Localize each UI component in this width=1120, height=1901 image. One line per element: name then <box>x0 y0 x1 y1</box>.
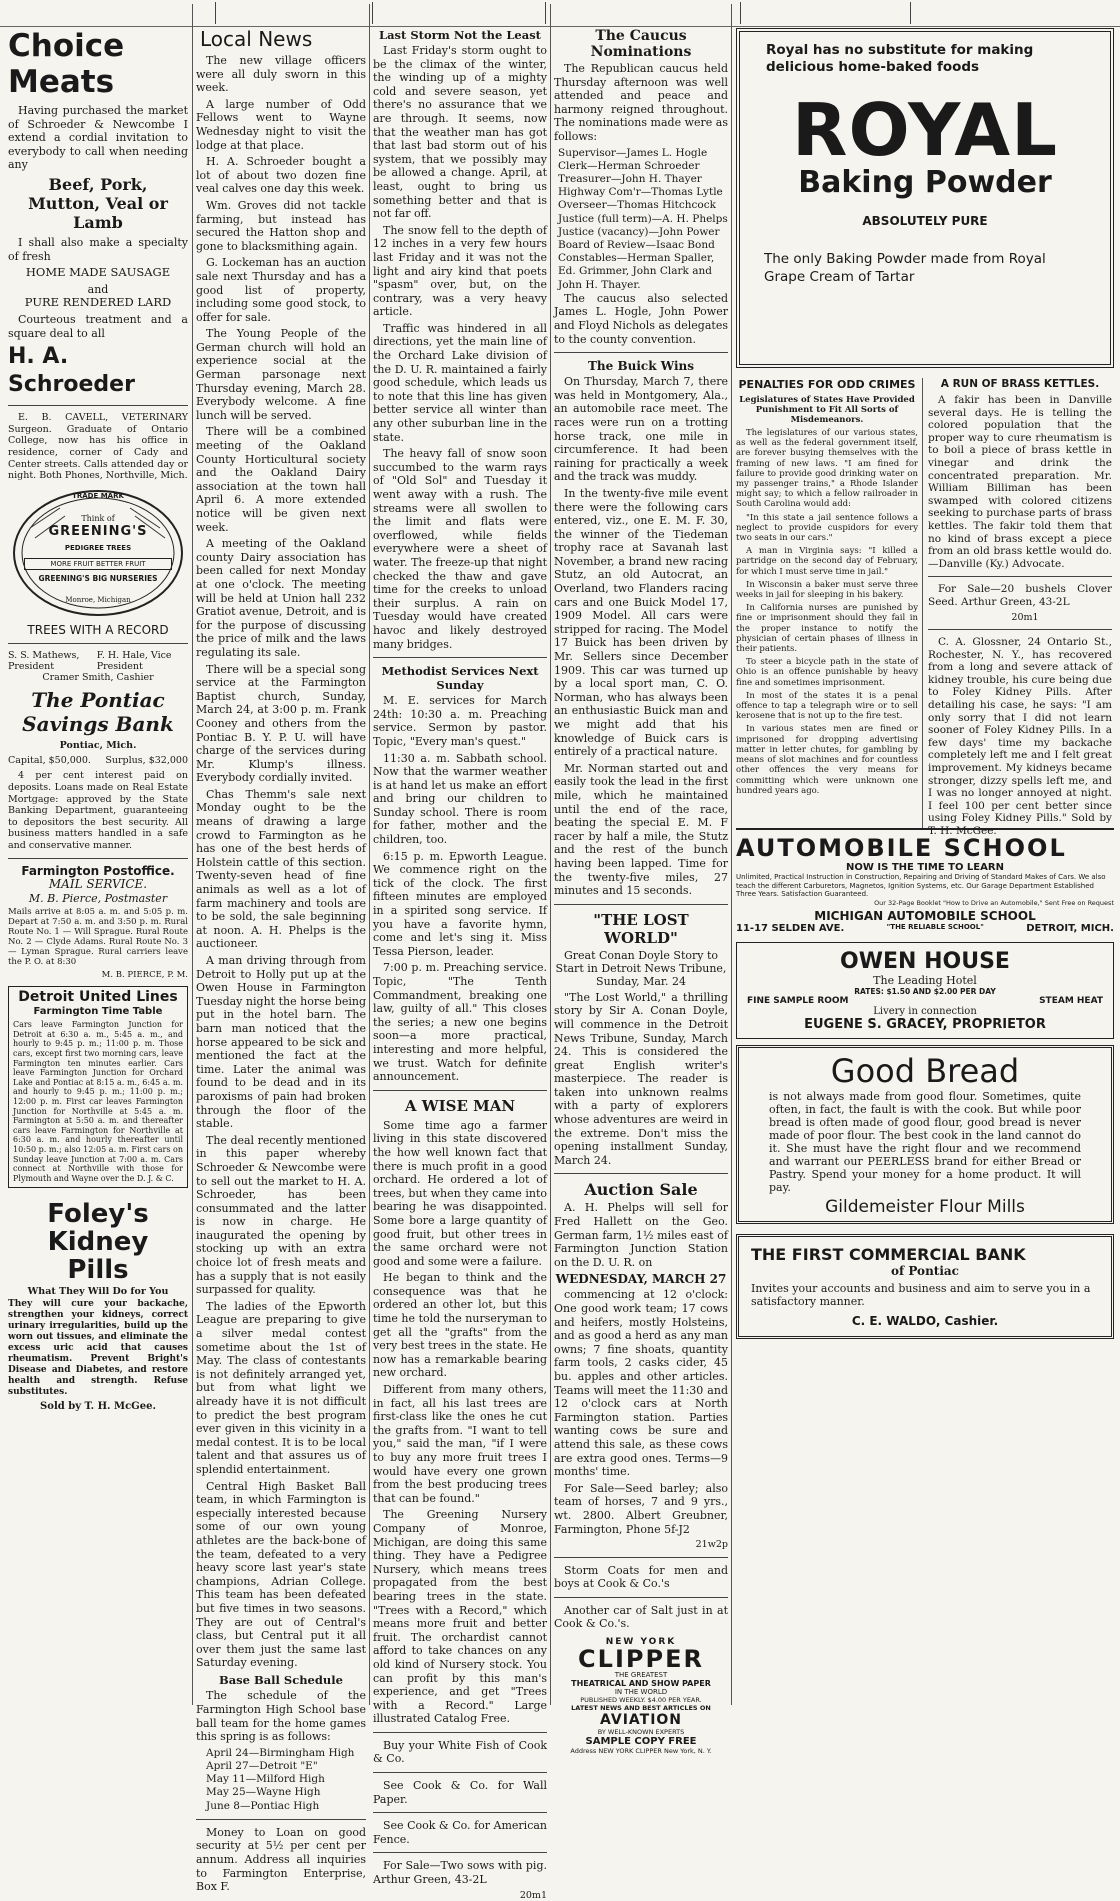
nomination: Justice (vacancy)—John Power <box>558 225 720 238</box>
buick-title: The Buick Wins <box>588 359 694 374</box>
greening-location: Monroe, Michigan <box>65 595 131 604</box>
column-rule <box>192 4 193 1705</box>
top-tick <box>740 2 741 24</box>
nomination: Clerk—Herman Schroeder <box>558 159 700 172</box>
divider <box>554 1597 728 1598</box>
baseball-game: April 27—Detroit "E" <box>206 1760 318 1773</box>
news-item: There will be a combined meeting of the Oakland County Horticultural society and the Oakland Dairy association at the town hall April 6. A more extended notice will be given next week. <box>196 425 366 534</box>
divider <box>373 1772 547 1773</box>
auto-title: AUTOMOBILE SCHOOL <box>736 834 1067 862</box>
postoffice-title: Farmington Postoffice. <box>21 863 175 878</box>
methodist-para: M. E. services for March 24th: 10:30 a. m. Preaching service. Sermon by pastor. Topic, "Every man's quest." <box>373 694 547 748</box>
nomination: Highway Com'r—Thomas Lytle <box>558 186 723 199</box>
bank-terms: 4 per cent interest paid on deposits. Loans made on Real Estate Mortgage: approved by the State Banking Department, guaranteeing to depositors the best security. All business matters handled in a safe and conservative manner. <box>8 770 188 852</box>
owen-livery: Livery in connection <box>873 1005 977 1017</box>
commercial-bank-ad <box>736 1234 1114 1339</box>
bank-vice-president: F. H. Hale, Vice President <box>96 650 172 673</box>
column-3 <box>373 28 547 1901</box>
dul-subtitle: Farmington Time Table <box>33 1005 163 1017</box>
brass-title: A RUN OF BRASS KETTLES. <box>940 378 1100 390</box>
clipper-world: IN THE WORLD <box>614 1688 668 1697</box>
methodist-title: Methodist Services Next Sunday <box>381 664 539 693</box>
clipper-experts: BY WELL-KNOWN EXPERTS <box>597 1728 685 1737</box>
whitefish-ad: Buy your White Fish of Cook & Co. <box>373 1738 547 1766</box>
auto-address: 11-17 SELDEN AVE. <box>736 922 845 934</box>
news-item: H. A. Schroeder bought a lot of about two dozen fine veal calves one day this week. <box>196 155 366 196</box>
divider <box>373 1090 547 1091</box>
top-tick <box>215 2 216 24</box>
courteous-text: Courteous treatment and a square deal to all <box>8 312 188 340</box>
greening-fruit: MORE FRUIT BETTER FRUIT <box>24 558 172 570</box>
storm-para: Last Friday's storm ought to be the climax of the winter, the winding up of a mighty cold and severe season, yet there's no assurance that we are through. It seems, now that the weather man has got that last bad storm out of his system, that we possibly may be allowed a change. April, at least, ought to bring us something better and that is not far off. <box>373 44 547 221</box>
column-5 <box>736 28 1114 1701</box>
caucus-delegates: The caucus also selected James L. Hogle, John Power and Floyd Nichols as delegates to the county convention. <box>554 291 728 346</box>
auction-title: Auction Sale <box>584 1180 698 1200</box>
nomination: Constables—Herman Spaller, Ed. Grimmer, John Clark and John H. Thayer. <box>558 252 715 291</box>
clover-ad: For Sale—20 bushels Clover Seed. Arthur Green, 43-2L <box>928 583 1112 608</box>
lost-world-text: "The Lost World," a thrilling story by Sir A. Conan Doyle, will commence in the Detroit News Tribune, Sunday, March 24. This is considered the great English writer's masterpiece. The reader is taken into unknown realms with a party of explorers whose adventures are weird in the extreme. Don't miss the opening installment Sunday, March 24. <box>554 990 728 1167</box>
fence-ad: See Cook & Co. for American Fence. <box>373 1819 547 1846</box>
baseball-game: May 25—Wayne High <box>206 1786 321 1799</box>
news-item: G. Lockeman has an auction sale next Thursday and has a good list of property, including some good stock, to offer for sale. <box>196 256 366 324</box>
buick-para: In the twenty-five mile event there were the following cars entered, viz., one E. M. F. 30, the winner of the Tiedeman trophy race at Savanah last November, a brand new racing Stutz, an old Autocrat, an Overland, two Flanders racing cars and one Buick Model 17, 1909 Model. All cars were stripped for racing. The Model 17 Buick has been driven by Mr. Sellers since December 1909. This car was turned up by a local sport man, C. O. Norman, who has always been an enthusiastic Buick man and we might add that his knowledge of Buick cars is entirely of a practical nature. <box>554 486 728 759</box>
bank-capital: Capital, $50,000. <box>8 755 91 767</box>
column-rule <box>922 378 923 828</box>
owen-title: OWEN HOUSE <box>840 948 1010 974</box>
choice-meats-title: Choice Meats <box>8 28 125 100</box>
divider <box>373 657 547 658</box>
automobile-school-ad <box>736 828 1114 934</box>
money-to-loan: Money to Loan on good security at 5½ per cent per annum. Address all inquiries to Farmington Enterprise, Box F. <box>196 1825 366 1894</box>
penalties-para: In various states men are fined or imprisoned for dropping advertising matter in letter chutes, for gambling by means of slot machines and for countless other offences the very means for committing which were unknown one hundred years ago. <box>736 724 918 796</box>
divider <box>373 1852 547 1853</box>
meats-list: Beef, Pork, Mutton, Veal or Lamb <box>28 174 168 232</box>
good-bread-ad <box>736 1045 1114 1224</box>
storm-title: Last Storm Not the Least <box>379 28 541 42</box>
top-tick <box>545 2 546 24</box>
owen-subtitle: The Leading Hotel <box>873 973 977 987</box>
divider <box>196 1819 366 1820</box>
greening-trademark: TRADE MARK <box>72 491 124 500</box>
royal-baking-powder-ad <box>736 28 1114 368</box>
divider <box>8 858 188 859</box>
owen-proprietor: EUGENE S. GRACEY, PROPRIETOR <box>804 1016 1046 1032</box>
column-4 <box>554 28 728 1756</box>
column-rule <box>550 4 551 1705</box>
lost-world-title: "THE LOST WORLD" <box>593 910 689 947</box>
news-item: Wm. Groves did not tackle farming, but instead has secured the Hatton shop and gone to blacksmithing again. <box>196 198 366 253</box>
forsale-sows: For Sale—Two sows with pig. Arthur Green, 43-2L <box>373 1859 547 1887</box>
greening-pedigree: PEDIGREE TREES <box>64 543 132 552</box>
specialty-text: I shall also make a specialty of fresh <box>8 235 188 263</box>
storm-coats-ad: Storm Coats for men and boys at Cook & Co.'s <box>554 1563 728 1591</box>
caucus-intro: The Republican caucus held Thursday afternoon was well attended and peace and harmony reigned throughout. The nominations made were as follows: <box>554 62 728 143</box>
dul-timetable <box>8 986 188 1188</box>
clipper-top: NEW YORK <box>605 1637 677 1648</box>
royal-logo: ROYAL <box>792 88 1058 172</box>
penalties-para: The legislatures of our various states, as well as the federal government itself, are forever busying themselves with the framing of new laws. "I am fined for failure to provide good drinking water on my passenger trains," a Rhode Islander might say; to which a fellow railroader in South Carolina would add: <box>736 428 918 510</box>
divider <box>928 629 1112 630</box>
clipper-sample: SAMPLE COPY FREE <box>585 1736 697 1748</box>
pontiac-bank-name: The Pontiac Savings Bank <box>22 687 174 736</box>
news-item: A large number of Odd Fellows went to Wayne Wednesday night to visit the lodge at that place. <box>196 97 366 152</box>
local-news-heading: Local News <box>200 27 313 51</box>
penalties-para: In most of the states it is a penal offence to tap a telegraph wire or to sell kerosene that is not up to the fire test. <box>736 690 918 722</box>
lard-label: PURE RENDERED LARD <box>24 295 172 310</box>
divider <box>928 576 1112 577</box>
news-item: The Young People of the German church will hold an experience social at the German parsonage next Thursday evening, March 28. Everybody welcome. A fine lunch will be served. <box>196 327 366 422</box>
baseball-intro: The schedule of the Farmington High School base ball team for the home games this spring is as follows: <box>196 1689 366 1744</box>
page-top-border <box>0 0 1120 27</box>
divider <box>554 1173 728 1174</box>
foley-text: They will cure your backache, strengthen your kidneys, correct urinary irregularities, build up the worn out tissues, and eliminate the excess uric acid that causes rheumatism. Prevent Bright's Disease and Diabetes, and restore health and strength. Refuse substitutes. <box>8 1299 188 1398</box>
buick-para: On Thursday, March 7, there was held in Montgomery, Ala., an automobile race meet. The races were run on a trotting horse track, one mile in circumference. It had been raining for practically a week and the track was muddy. <box>554 375 728 484</box>
column-1 <box>8 28 188 1701</box>
column-5-split <box>736 378 1114 837</box>
storm-para: The snow fell to the depth of 12 inches in a very few hours last Friday and it was not the light and airy kind that poets "spasm" over, but, on the contrary, was a very heavy article. <box>373 223 547 319</box>
clipper-paper: THEATRICAL AND SHOW PAPER <box>571 1679 711 1689</box>
penalties-para: A man in Virginia says: "I killed a partridge on the second day of February, for which I must serve time in jail." <box>736 546 918 577</box>
postoffice-signature: M. B. PIERCE, P. M. <box>101 970 188 981</box>
penalties-para: In Wisconsin a baker must serve three weeks in jail for sleeping in his bakery. <box>736 579 918 601</box>
divider <box>8 643 188 644</box>
penalties-title: PENALTIES FOR ODD CRIMES <box>738 378 916 391</box>
foley-title-3: Pills <box>67 1255 129 1286</box>
column-2 <box>196 27 366 1894</box>
royal-tagline: Royal has no substitute for making delicious home-baked foods <box>766 42 1034 75</box>
salt-ad: Another car of Salt just in at Cook & Co.'s. <box>554 1603 728 1631</box>
auto-booklet: Our 32-Page Booklet "How to Drive an Automobile," Sent Free on Request <box>874 898 1114 907</box>
royal-product: Baking Powder <box>798 165 1052 200</box>
nomination: Treasurer—John H. Thayer <box>558 172 702 185</box>
column-rule <box>731 4 732 1705</box>
divider <box>554 904 728 905</box>
foley-subtitle: What They Will Do for You <box>27 1286 169 1298</box>
baseball-game: April 24—Birmingham High <box>206 1746 355 1759</box>
dul-schedule: Cars leave Farmington Junction for Detroit at 6:30 a. m., 5:45 a. m., and hourly to 9:45 p. m.; 11:00 p. m. Those cars, except first two morning cars, leave Farmington ten minutes earlier. Cars leave Farmington Junction for Orchard Lake and Pontiac at 8:15 a. m., 6:45 a. m. and hourly to 9:45 p. m.; 11:00 p. m.; 12:00 p. m. First car leaves Farmington Junction for Northville at 5:45 a. m. Farmington at 5:50 a. m. and thereafter cars leave Farmington for Northville at 6:30 a. m. and hourly thereafter until 10:50 p. m.; also 12:05 a. m. First cars on Sunday leave Junction at 7:00 a. m. Cars connect at Northville with those for Plymouth and Wayne over the D. J. & C. <box>13 1020 183 1183</box>
commercial-bank-title: THE FIRST COMMERCIAL BANK <box>751 1244 1026 1264</box>
schroeder-signature: H. A. Schroeder <box>8 344 135 398</box>
local-news-body <box>196 54 366 1670</box>
storm-para: Traffic was hindered in all directions, yet the main line of the Orchard Lake division of the D. U. R. maintained a fairly good schedule, which leads us to note that this line has given better service all winter than any other suburban line in the state. <box>373 321 547 444</box>
bread-mill: Gildemeister Flour Mills <box>825 1196 1025 1217</box>
greening-record: TREES WITH A RECORD <box>27 622 169 637</box>
news-item: A meeting of the Oakland county Dairy association has been called for next Monday at one o'clock. The meeting will be held at Union hall 232 Gratiot avenue, Detroit, and is for the purpose of discussing the price of milk and the laws regulating its sale. <box>196 537 366 659</box>
auto-text: Unlimited, Practical Instruction in Construction, Repairing and Driving of Standard Makes of Cars. We also teach the different Carburetors, Magnetos, Ignition Systems, etc. Our Garage Department Established Three Years. Satisfaction Guaranteed. <box>736 873 1106 898</box>
bank-president: S. S. Mathews, President <box>8 650 80 673</box>
news-item: The deal recently mentioned in this paper whereby Schroeder & Newcombe were to sell out the market to H. A. Schroeder, has been consummated and the latter is now in charge. He inaugurated the opening by stocking up with an extra choice lot of fresh meats and has a supply that is not easily surpassed for quality. <box>196 1133 366 1297</box>
nomination: Supervisor—James L. Hogle <box>558 146 708 159</box>
choice-meats-text: Having purchased the market of Schroeder & Newcombe I extend a cordial invitation to everybody to call when needing any <box>8 104 188 172</box>
nomination: Justice (full term)—A. H. Phelps <box>558 212 728 225</box>
bank-surplus: Surplus, $32,000 <box>105 755 188 767</box>
commercial-bank-of: of Pontiac <box>891 1263 959 1278</box>
news-item: Chas Themm's sale next Monday ought to be the means of drawing a large crowd to Farmington as he has one of the best herds of Holstein cattle of this section. Twenty-seven head of fine animals as well as a lot of farm machinery and tools are to be sold, the sale beginning at noon. A. H. Phelps is the auctioneer. <box>196 787 366 951</box>
nomination: Overseer—Thomas Hitchcock <box>558 199 716 212</box>
wise-para: Some time ago a farmer living in this state discovered the how well known fact that there is much profit in a good orchard. He ordered a lot of trees, but when they came into bearing he was disappointed. Some bore a large quantity of good fruit, but other trees in the same orchard were not good and some were a failure. <box>373 1118 547 1268</box>
column-rule <box>369 4 370 1705</box>
clipper-address: Address NEW YORK CLIPPER New York, N. Y. <box>570 1747 712 1756</box>
wise-man-title: A WISE MAN <box>404 1096 516 1115</box>
greening-big: GREENING'S BIG NURSERIES <box>38 573 158 583</box>
clipper-name: CLIPPER <box>578 1645 704 1674</box>
baseball-title: Base Ball Schedule <box>219 1672 343 1687</box>
dul-title: Detroit United Lines <box>18 989 178 1005</box>
forsale-barley-code: 21w2p <box>695 1539 728 1551</box>
clipper-aviation: AVIATION <box>599 1712 683 1729</box>
news-item: The new village officers were all duly sworn in this week. <box>196 54 366 95</box>
methodist-para: 7:00 p. m. Preaching service. Topic, "The Tenth Commandment, breaking one law, guilty of all." This closes the series; a new one begins soon—a more practical, interesting and more helpful, we trust. Watch for definite announcement. <box>373 961 547 1084</box>
divider <box>554 1557 728 1558</box>
owen-sample-room: FINE SAMPLE ROOM <box>747 995 849 1006</box>
auction-date: WEDNESDAY, MARCH 27 <box>555 1272 727 1287</box>
clipper-news: LATEST NEWS AND BEST ARTICLES ON <box>571 1704 711 1713</box>
forsale-barley: For Sale—Seed barley; also team of horses, 7 and 9 yrs., wt. 2800. Albert Greubner, Farmington, Phone 5f-J2 <box>554 1481 728 1536</box>
greening-logo <box>10 488 186 618</box>
penalties-column <box>736 378 918 799</box>
foley-title-2: Kidney <box>47 1227 149 1258</box>
news-item: Central High Basket Ball team, in which Farmington is especially interested because some of our own young athletes are the back-bone of the team, defeated to a very heavy score last year's state champions, Adrian College. This team has been defeated but five times in two seasons. They are out of Central's class, but Central put it all over them just the same last Saturday evening. <box>196 1479 366 1670</box>
storm-para: The heavy fall of snow soon succumbed to the warm rays of "Old Sol" and Tuesday it went away with a rush. The streams were all swollen to the limit and flats were overflowed, while fields everywhere were a sheet of water. The freeze-up that night checked the thaw and gave time for the creeks to unload their surplus. A rain on Tuesday would have created havoc and likely destroyed many bridges. <box>373 447 547 651</box>
auto-city: DETROIT, MICH. <box>1026 922 1114 934</box>
owen-steam-heat: STEAM HEAT <box>1039 995 1103 1006</box>
top-tick <box>910 2 911 24</box>
bank-cashier: Cramer Smith, Cashier <box>42 672 154 684</box>
penalties-subtitle: Legislatures of States Have Provided Punishment to Fit All Sorts of Misdemeanors. <box>739 395 915 425</box>
greening-think: Think of <box>81 513 115 523</box>
clipper-ad <box>554 1637 728 1755</box>
news-item: The ladies of the Epworth League are preparing to give a silver medal contest sometime about the 1st of May. The class of contestants is not definitely arranged yet, but from what light we already have it is not difficult to predict the best program ever given in this vicinity in a medal contest. It is to be local talent and that assures us of splendid entertainment. <box>196 1299 366 1476</box>
nomination: Board of Review—Isaac Bond <box>558 238 715 251</box>
news-item: A man driving through from Detroit to Holly put up at the Owen House in Farmington Tuesday night the horse being put in the hotel barn. The barn man noticed that the horse appeared to be sick and mentioned the fact at the time. Later the animal was found to be dead and in its paroxisms of pain had broken through the floor of the stable. <box>196 954 366 1131</box>
auction-text: commencing at 12 o'clock: One good work team; 17 cows and heifers, mostly Holsteins, and as good a herd as any man owns; 7 fine shoats, quantity farm tools, 2 casks cider, 45 bu. apples and other articles. Teams will meet the 11:30 and 12 o'clock cars at North Farmington station. Parties wanting cows be sure and attend this sale, as these cows are extra good ones. Terms—9 months' time. <box>554 1288 728 1479</box>
auction-intro: A. H. Phelps will sell for Fred Hallett on the Geo. German farm, 1½ miles east of Farmington Junction Station on the D. U. R. on <box>554 1201 728 1269</box>
commercial-bank-text: Invites your accounts and business and aim to serve you in a satisfactory manner. <box>751 1281 1091 1308</box>
wise-para: The Greening Nursery Company of Monroe, Michigan, are doing this same thing. They have a Pedigree Nursery, which means trees propagated from the best bearing trees in the state. "Trees with a Record," which means more fruit and better fruit. The orchardist cannot afford to take chances on any old kind of Nursery stock. You can profit by this man's experience, and get "Trees with a Record." Large illustrated Catalog Free. <box>373 1508 547 1726</box>
auto-address-row <box>736 923 1114 934</box>
auto-name: MICHIGAN AUTOMOBILE SCHOOL <box>814 908 1036 923</box>
clipper-greatest: THE GREATEST <box>614 1671 668 1680</box>
and-label: and <box>87 282 109 296</box>
wallpaper-ad: See Cook & Co. for Wall Paper. <box>373 1779 547 1806</box>
wise-para: Different from many others, in fact, all his last trees are first-class like the ones he cut the grafts from. "I want to tell you," said the man, "if I were to buy any more fruit trees I would have every one grown from the best producing trees that can be found." <box>373 1383 547 1505</box>
caucus-nominations <box>554 147 728 292</box>
auto-slogan: "THE RELIABLE SCHOOL" <box>886 922 984 931</box>
brass-column <box>928 378 1112 841</box>
divider <box>373 1732 547 1733</box>
sausage-label: HOME MADE SAUSAGE <box>25 265 171 280</box>
bank-officers <box>8 650 188 672</box>
forsale-sows-code: 20m1 <box>519 1889 547 1901</box>
brass-text: A fakir has been in Danville several days. He is telling the colored population that the proper way to cure rheumatism is to boil a piece of brass kettle in vinegar and drink the concentrated preparation. Mr. William Billiman has been swamped with colored citizens seeking to purchase parts of brass kettles. The fakir told them that no kind of brass except a piece from an old brass kettle would do.—Danville (Ky.) Advocate. <box>928 394 1112 570</box>
divider <box>8 405 188 406</box>
penalties-para: To steer a bicycle path in the state of Ohio is an offence punishable by heavy fine and sometimes imprisonment. <box>736 657 918 688</box>
cavell-notice: E. B. CAVELL, VETERINARY Surgeon. Graduate of Ontario College, now has his office in residence, corner of Cady and Center streets. Calls attended day or night. Both Phones, Northville, Mich. <box>8 412 188 482</box>
foley-title-1: Foley's <box>47 1199 149 1230</box>
baseball-game: June 8—Pontiac High <box>206 1799 320 1812</box>
owen-house-ad <box>736 942 1114 1039</box>
divider <box>373 1812 547 1813</box>
bank-figures <box>8 755 188 766</box>
foley-ad <box>8 1200 188 1412</box>
owen-features <box>747 996 1103 1006</box>
pontiac-bank-location: Pontiac, Mich. <box>59 739 137 751</box>
methodist-para: 6:15 p. m. Epworth League. We commence right on the tick of the clock. The first fifteen minutes are employed in a spirited song service. If you have a favorite hymn, come and let's sing it. Miss Tessa Pierson, leader. <box>373 849 547 958</box>
glossner-testimonial: C. A. Glossner, 24 Ontario St., Rochester, N. Y., has recovered from a long and severe attack of kidney trouble, his cure being due to Foley Kidney Pills. After detailing his case, he says: "I am only sorry that I did not learn sooner of Foley Kidney Pills. In a few days' time my backache completely left me and I felt great improvement. My kidneys became stronger, dizzy spells left me, and I was no longer annoyed at night. I feel 100 per cent better since using Foley Kidney Pills." Sold by T. H. McGee. <box>928 636 1112 837</box>
auto-now: NOW IS THE TIME TO LEARN <box>846 862 1004 873</box>
top-tick <box>372 2 373 24</box>
divider <box>554 352 728 353</box>
baseball-schedule <box>196 1747 366 1813</box>
owen-rates: RATES: $1.50 AND $2.00 PER DAY <box>854 986 996 996</box>
methodist-para: 11:30 a. m. Sabbath school. Now that the warmer weather is at hand let us make an effort and bring our children to Sunday school. There is room for father, mother and the children, too. <box>373 751 547 847</box>
penalties-para: "In this state a jail sentence follows a neglect to provide cuspidors for every two seats in our cars." <box>736 512 918 544</box>
clover-code: 20m1 <box>1011 611 1039 623</box>
news-item: There will be a special song service at the Farmington Baptist church, Sunday, March 24, at 3:00 p. m. Frank Cooney and others from the Pontiac B. Y. P. U. will have charge of the services during Mr. Klump's illness. Everybody cordially invited. <box>196 662 366 785</box>
caucus-title: The Caucus Nominations <box>590 28 692 60</box>
commercial-bank-cashier: C. E. WALDO, Cashier. <box>851 1313 999 1328</box>
postoffice-schedule: Mails arrive at 8:05 a. m. and 5:05 p. m. Depart at 7:50 a. m. and 3:50 p. m. Rural Route No. 1 — Will Sprague. Rural Route No. 2 — Clyde Adams. Rural Route No. 3 — Lyman Sprague. Rural carriers leave the P. O. at 8:30 <box>8 907 188 968</box>
greening-name: GREENING'S <box>48 523 148 539</box>
bread-title: Good Bread <box>830 1051 1020 1090</box>
royal-pure: ABSOLUTELY PURE <box>862 214 988 228</box>
bread-text: is not always made from good flour. Sometimes, quite often, in fact, the fault is with the cook. But while poor bread is often made of good flour, good bread is never made of poor flour. The best cook in the land cannot do it. She must have the right flour and we recommend and warrant our PEERLESS brand for either Bread or Pastry. Spend your money for a home product. It will pay. <box>769 1089 1081 1194</box>
lost-world-subtitle: Great Conan Doyle Story to Start in Detroit News Tribune, Sunday, Mar. 24 <box>555 948 727 988</box>
postoffice-subtitle: MAIL SERVICE. <box>48 877 148 892</box>
buick-para: Mr. Norman started out and easily took the lead in the first mile, which he maintained until the end of the race, beating the special E. M. F racer by half a mile, the Stutz and the rest of the bunch having been lapped. Time for the twenty-five miles, 27 minutes and 15 seconds. <box>554 761 728 898</box>
wise-para: He began to think and the consequence was that he ordered an other lot, but this time he told the nurseryman to get all the "grafts" from the very best trees in the state. He now has a remarkable bearing new orchard. <box>373 1271 547 1380</box>
royal-bottom: The only Baking Powder made from Royal Grape Cream of Tartar <box>764 251 1046 285</box>
penalties-para: In California nurses are punished by fine or imprisonment should they fail in the proper instance to notify the physician of certain phases of illness in their patients. <box>736 603 918 655</box>
foley-sold-by: Sold by T. H. McGee. <box>40 1401 156 1413</box>
postoffice-postmaster: M. B. Pierce, Postmaster <box>28 891 168 905</box>
clipper-weekly: PUBLISHED WEEKLY. $4.00 PER YEAR. <box>580 1696 702 1705</box>
baseball-game: May 11—Milford High <box>206 1773 325 1786</box>
